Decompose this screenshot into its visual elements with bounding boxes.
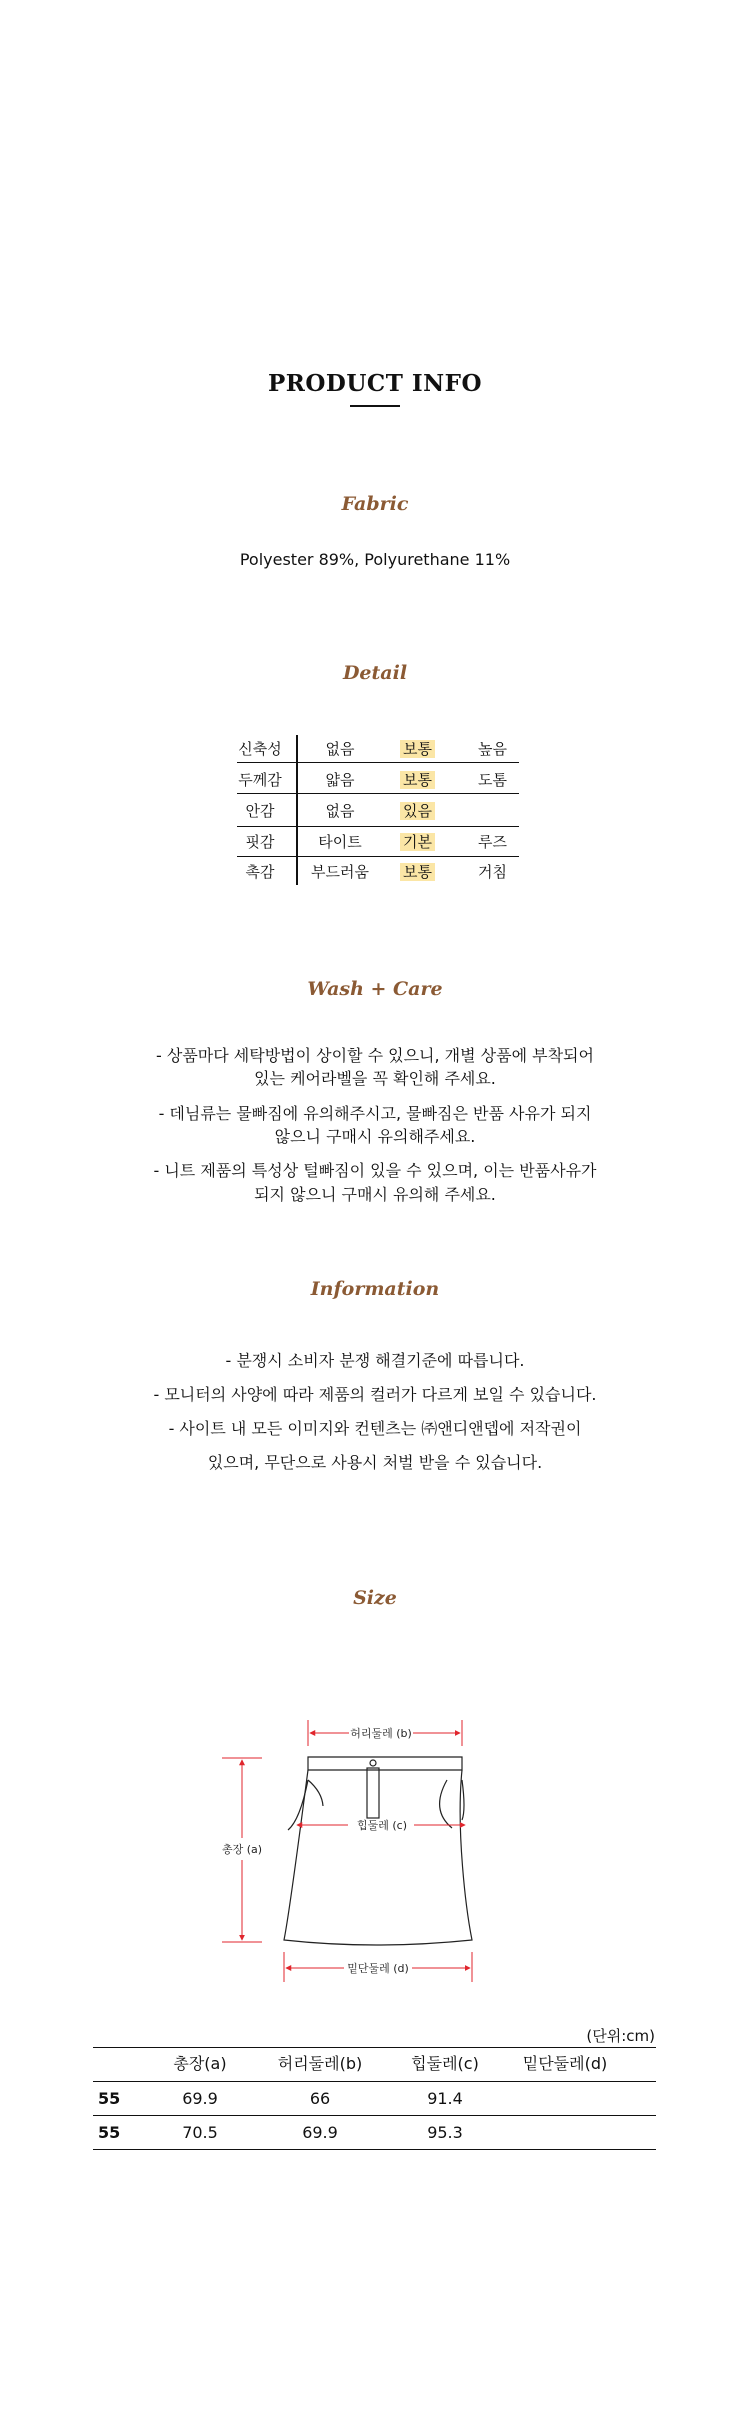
hem-label: 밑단둘레 (d) [347,1962,409,1975]
size-row-label: 55 [98,2123,121,2142]
waist-dimension [308,1720,462,1746]
detail-label: 신축성 [238,740,282,758]
skirt-size-diagram [0,1680,750,2000]
hip-label: 힙둘레 (c) [356,1819,408,1832]
information-line: - 사이트 내 모든 이미지와 컨텐츠는 ㈜앤디앤뎁에 저작권이 [168,1419,582,1438]
detail-row [0,858,750,886]
size-row-label: 55 [98,2089,121,2108]
wash-care-title: Wash + Care [307,978,443,1000]
wash-care-line: 있는 케어라벨을 꼭 확인해 주세요. [254,1069,496,1088]
page-title: PRODUCT INFO [267,370,483,397]
waist-label: 허리둘레 (b) [350,1727,412,1740]
size-title: Size [353,1587,397,1609]
detail-option: 루즈 [478,833,507,851]
size-cell: 66 [309,2089,331,2108]
detail-option-selected: 기본 [380,828,455,856]
detail-title: Detail [342,662,408,684]
wash-care-line: - 상품마다 세탁방법이 상이할 수 있으니, 개별 상품에 부착되어 [156,1046,594,1065]
detail-option: 타이트 [318,833,362,851]
size-unit: (단위:cm) [586,2027,655,2045]
detail-option: 높음 [478,740,507,758]
size-col-waist: 허리둘레(b) [277,2054,363,2073]
detail-option [455,797,530,825]
detail-row-divider [237,762,519,763]
detail-row [0,828,750,856]
detail-option: 도톰 [478,771,507,789]
detail-row [0,735,750,763]
size-col-hem: 밑단둘레(d) [522,2054,608,2073]
detail-label: 촉감 [245,863,275,881]
size-cell: 91.4 [427,2089,463,2108]
detail-option: 거침 [478,863,507,881]
detail-row [0,797,750,825]
size-cell: 70.5 [182,2123,218,2142]
detail-label: 핏감 [245,833,275,851]
fabric-title: Fabric [341,493,409,515]
wash-care-line: - 데님류는 물빠짐에 유의해주시고, 물빠짐은 반품 사유가 되지 [158,1104,592,1123]
detail-row-divider [237,793,519,794]
information-title: Information [310,1278,440,1300]
size-cell [505,2084,625,2114]
detail-label: 두께감 [238,771,282,789]
wash-care-line: 않으니 구매시 유의해주세요. [274,1127,476,1146]
detail-option-selected: 보통 [380,735,455,763]
detail-row-divider [237,826,519,827]
title-underline [350,405,400,407]
size-cell: 69.9 [182,2089,218,2108]
fabric-composition: Polyester 89%, Polyurethane 11% [239,550,511,569]
information-line: - 모니터의 사양에 따라 제품의 컬러가 다르게 보일 수 있습니다. [153,1385,597,1404]
length-label: 총장 (a) [221,1843,263,1856]
information-line: - 분쟁시 소비자 분쟁 해결기준에 따릅니다. [225,1351,525,1370]
size-cell [505,2118,625,2148]
size-table-bottom-rule [93,2149,656,2150]
detail-option: 부드러움 [311,863,369,881]
detail-option-selected: 보통 [380,858,455,886]
size-table-top-rule [93,2047,656,2048]
length-dimension [222,1758,262,1942]
detail-option: 없음 [325,802,355,820]
hip-dimension [297,1818,465,1832]
detail-option-selected: 있음 [380,797,455,825]
skirt-outline [284,1757,472,1945]
detail-row-divider [237,856,519,857]
size-cell: 95.3 [427,2123,463,2142]
size-table-header-rule [93,2081,656,2082]
wash-care-line: 되지 않으니 구매시 유의해 주세요. [254,1185,496,1204]
size-cell: 69.9 [302,2123,338,2142]
size-table-row-rule [93,2115,656,2116]
detail-option: 얇음 [325,771,355,789]
information-line: 있으며, 무단으로 사용시 처벌 받을 수 있습니다. [207,1453,543,1472]
size-col-length: 총장(a) [173,2054,227,2073]
wash-care-line: - 니트 제품의 특성상 털빠짐이 있을 수 있으며, 이는 반품사유가 [153,1161,597,1180]
detail-option-selected: 보통 [380,766,455,794]
detail-option: 없음 [325,740,355,758]
detail-label: 안감 [245,802,275,820]
size-col-hip: 힙둘레(c) [411,2054,479,2073]
detail-row [0,766,750,794]
detail-label-divider [296,735,298,885]
hem-dimension [284,1952,472,1982]
